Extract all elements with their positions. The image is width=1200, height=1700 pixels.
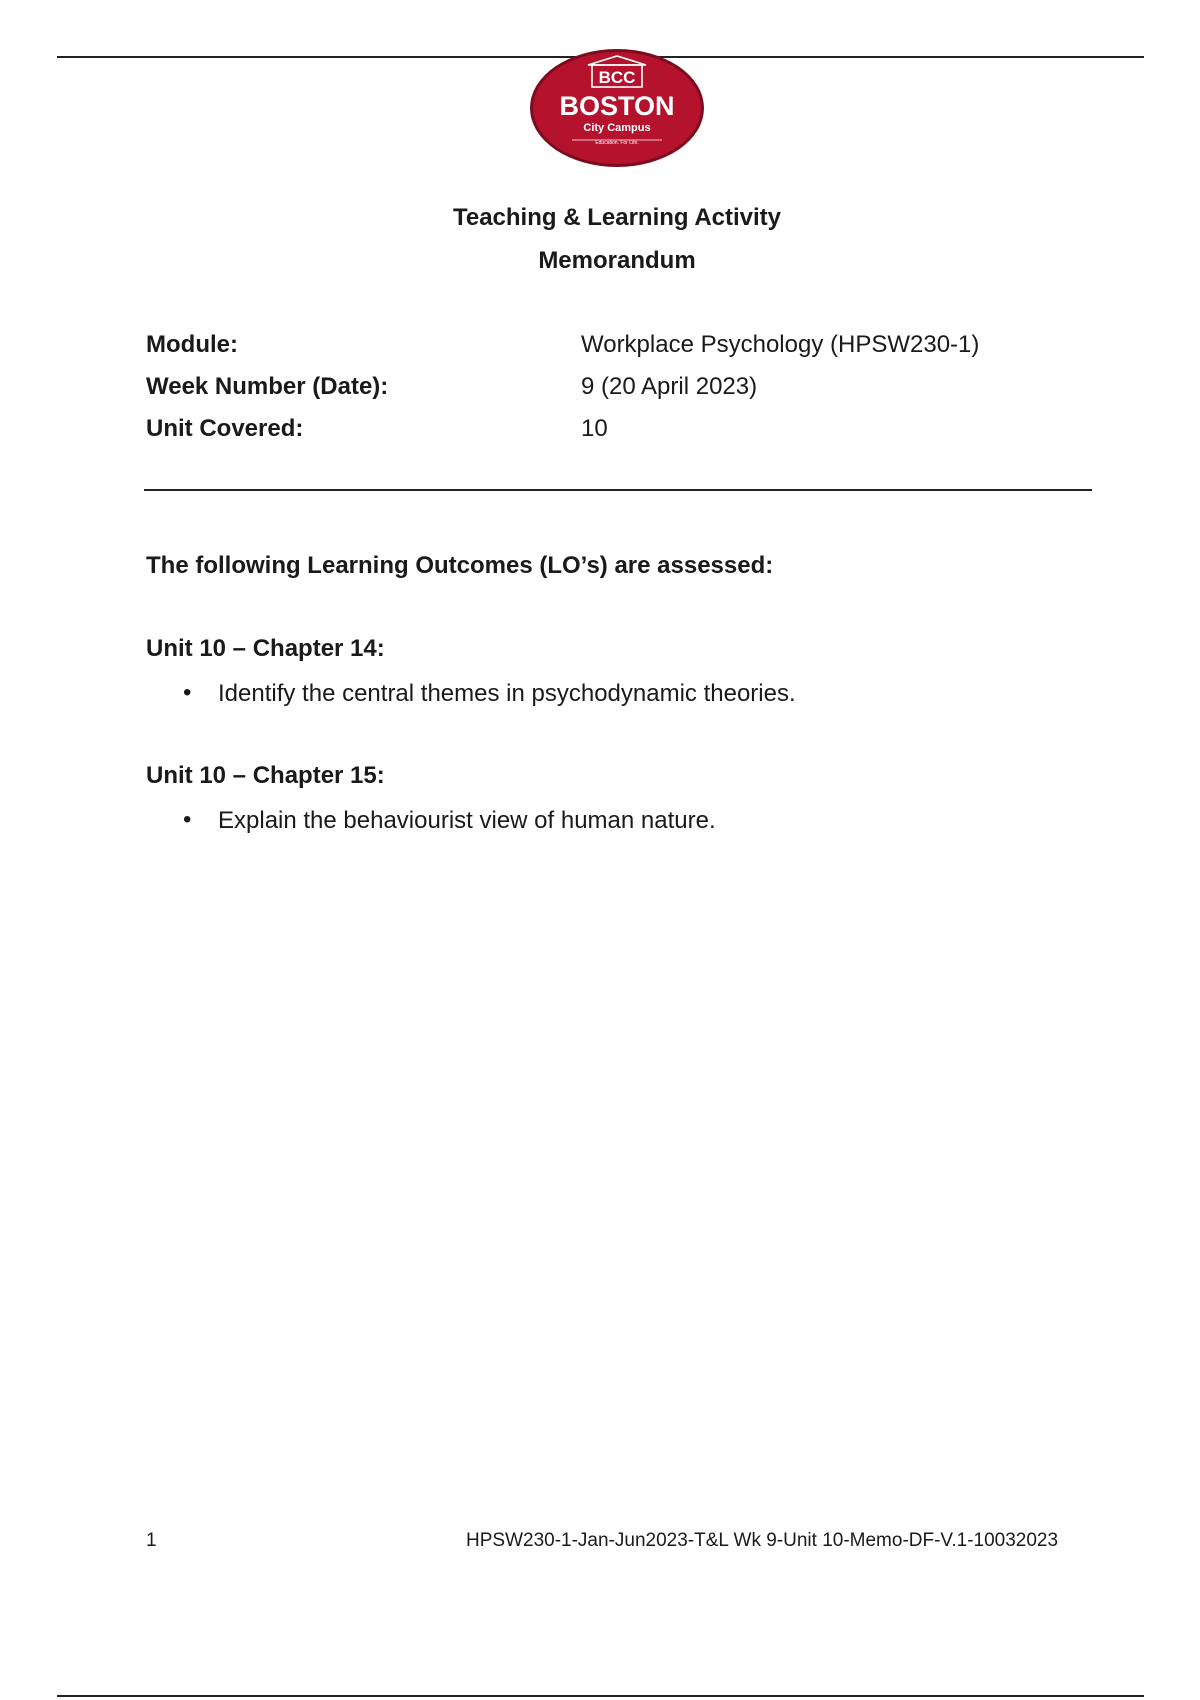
module-value: Workplace Psychology (HPSW230-1): [581, 331, 980, 358]
outcomes-heading: The following Learning Outcomes (LO’s) are assessed:: [146, 552, 774, 579]
unit-value: 10: [581, 415, 608, 442]
logo-tagline: Education. For Life.: [595, 140, 639, 146]
page-number: 1: [146, 1530, 157, 1551]
list-item-text: Identify the central themes in psychodynamic theories.: [218, 680, 796, 707]
bullet-icon: •: [183, 806, 192, 833]
document-reference: HPSW230-1-Jan-Jun2023-T&L Wk 9-Unit 10-Memo-DF-V.1-10032023: [466, 1530, 1059, 1551]
logo-name: BOSTON: [559, 91, 675, 121]
footer-rule: [57, 1695, 1144, 1697]
logo-monogram: BCC: [598, 68, 636, 87]
boston-city-campus-logo: [528, 47, 706, 169]
unit-label: Unit Covered:: [146, 415, 304, 442]
document-title: Teaching & Learning Activity: [452, 204, 782, 231]
chapter-14-heading: Unit 10 – Chapter 14:: [146, 635, 385, 662]
logo-subtitle: City Campus: [583, 122, 651, 134]
module-label: Module:: [146, 331, 238, 358]
bullet-icon: •: [183, 679, 192, 706]
week-label: Week Number (Date):: [146, 373, 389, 400]
section-divider: [144, 489, 1092, 491]
document-subtitle: Memorandum: [538, 247, 696, 274]
chapter-15-heading: Unit 10 – Chapter 15:: [146, 762, 385, 789]
week-value: 9 (20 April 2023): [581, 373, 758, 400]
list-item-text: Explain the behaviourist view of human nature.: [218, 807, 716, 834]
